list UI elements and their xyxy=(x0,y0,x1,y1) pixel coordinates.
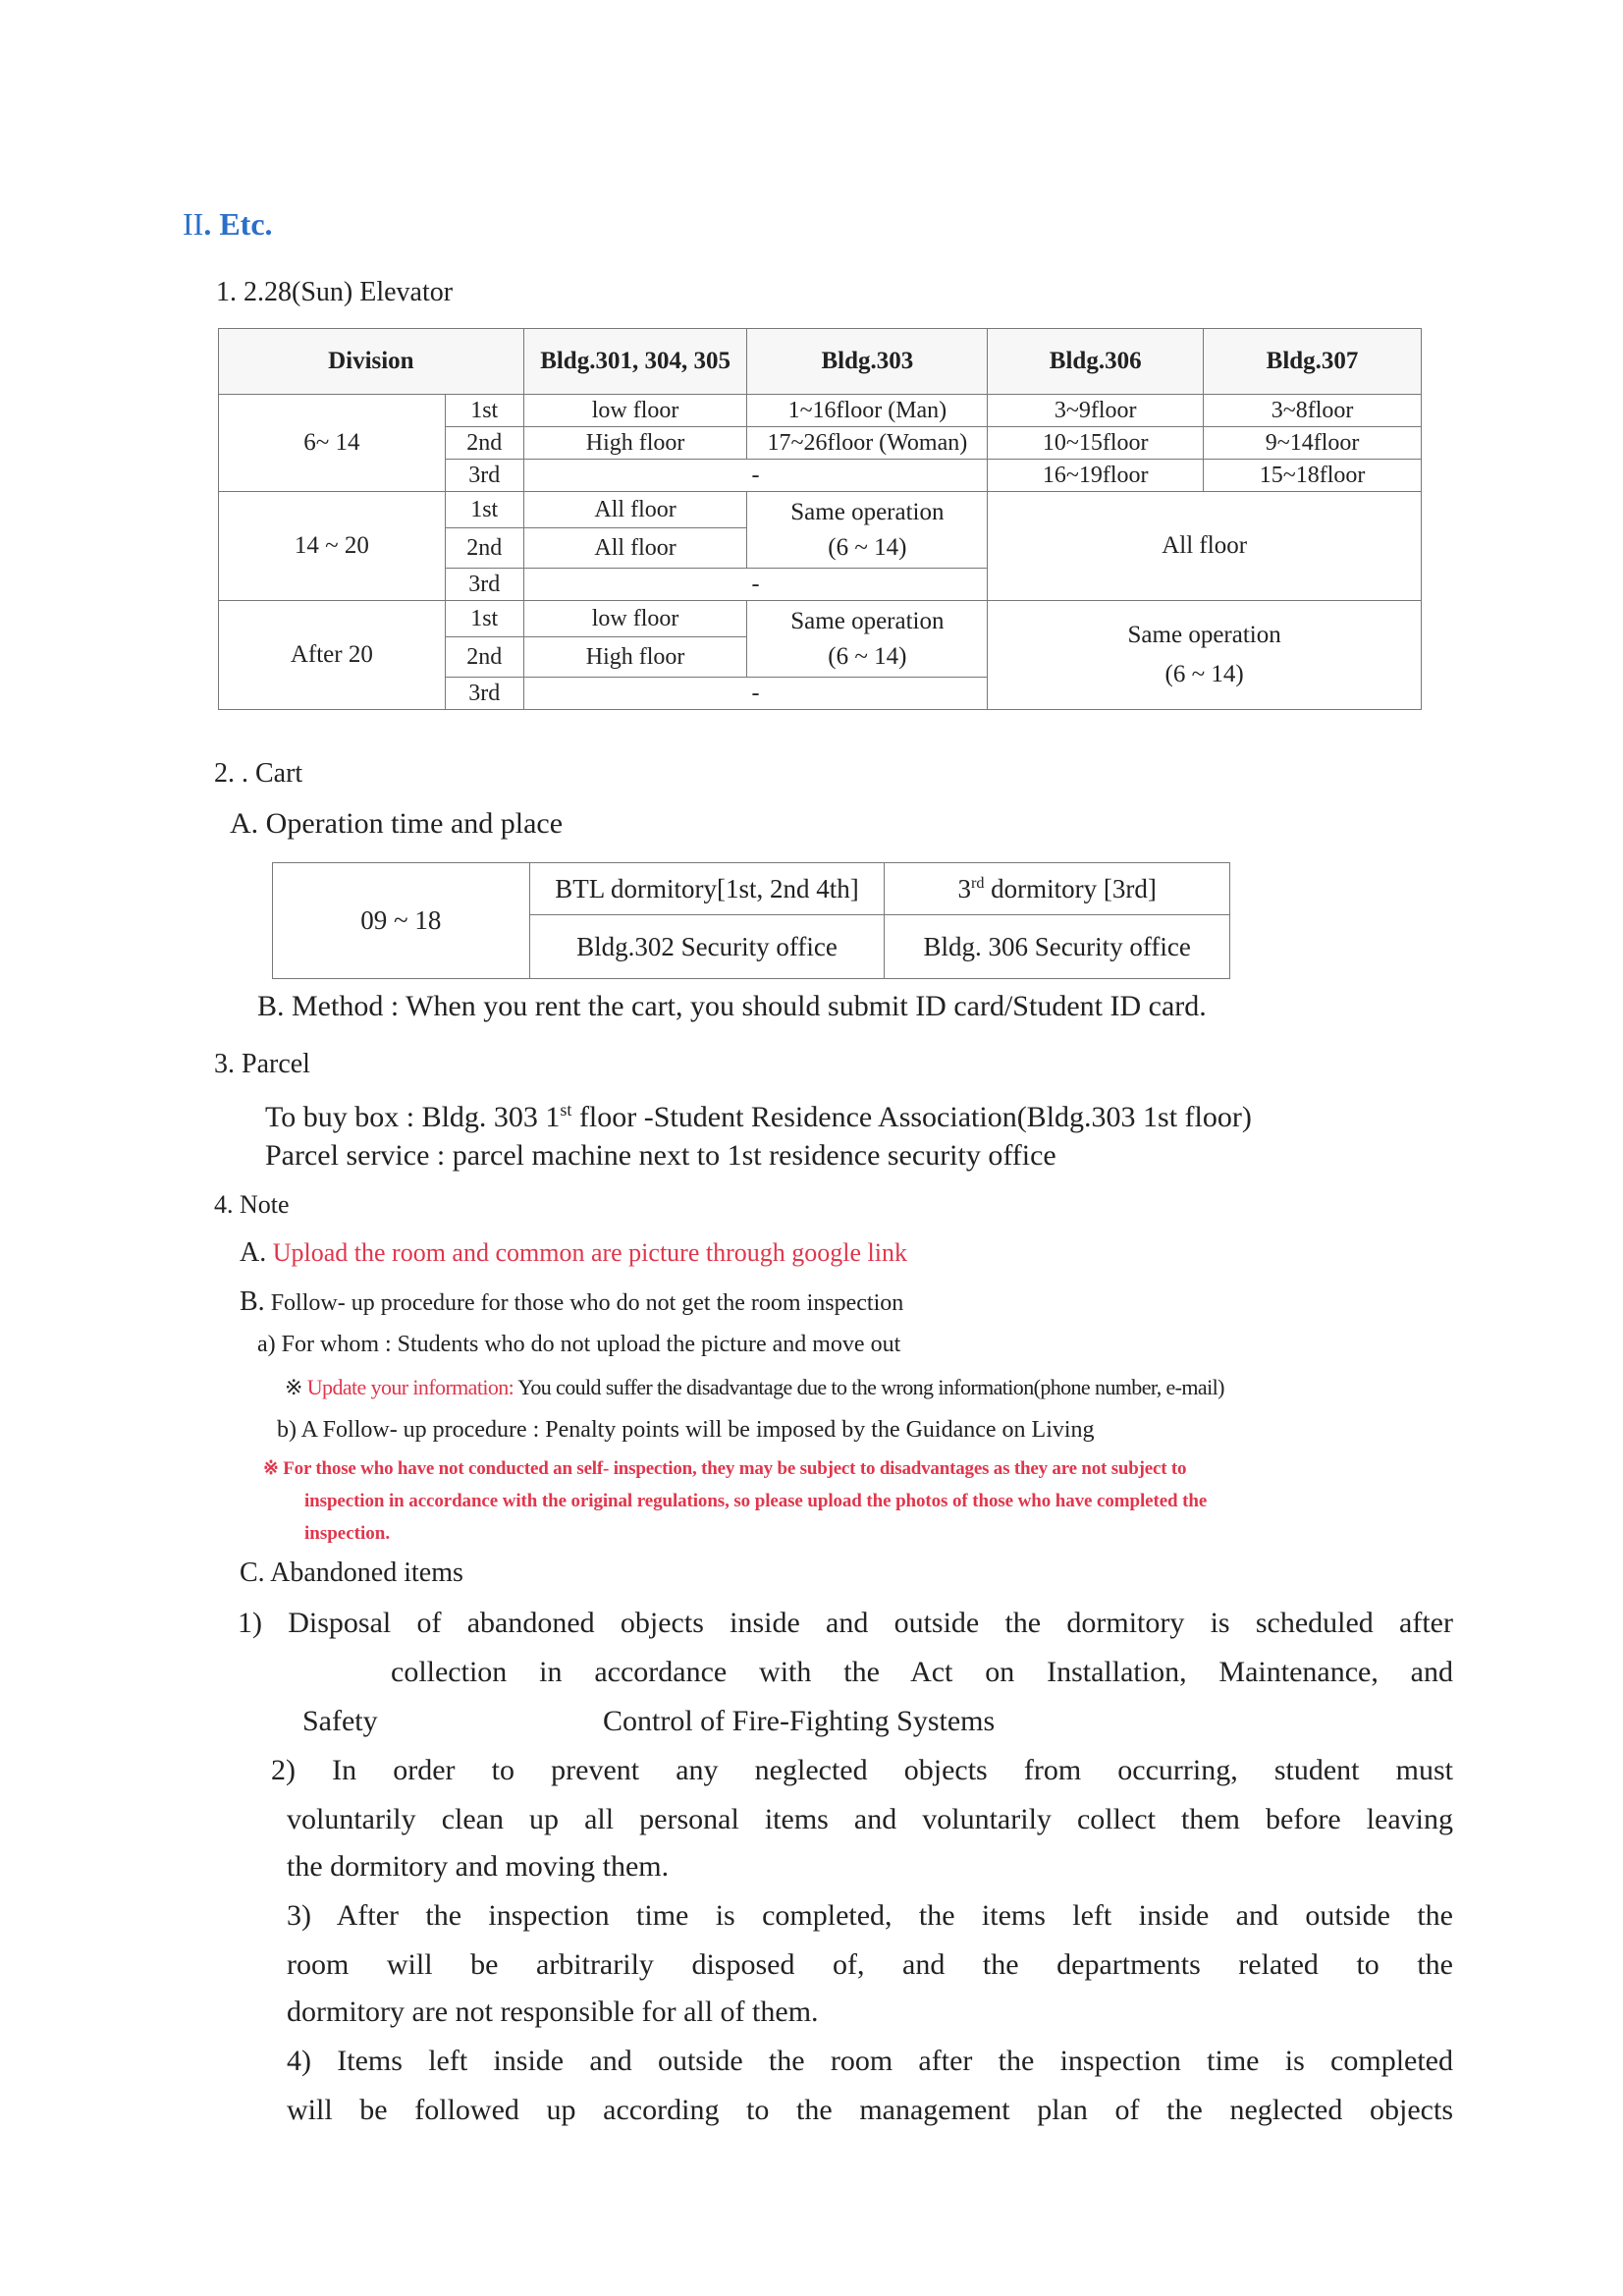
cart-col2-place: Bldg. 306 Security office xyxy=(885,915,1230,979)
elevator-table xyxy=(218,328,1422,710)
abandoned-4-line-1-text: 4) Items left inside and outside the room after the inspection time is completed xyxy=(287,2045,1453,2077)
bldg307-cell: 15~18floor xyxy=(1204,460,1422,492)
note-b-a: a) For whom : Students who do not upload the picture and move out xyxy=(257,1332,901,1357)
parcel-line-1-post: floor -Student Residence Association(Bldg.303 1st floor) xyxy=(571,1101,1252,1133)
order-cell: 3rd xyxy=(445,569,523,601)
bldg306-307-merged-cell xyxy=(988,601,1422,710)
header-bldg307: Bldg.307 xyxy=(1204,329,1422,395)
bldg306-cell: 3~9floor xyxy=(988,395,1204,427)
bldg303-merged-cell xyxy=(747,601,988,678)
note-heading: 4. Note xyxy=(214,1190,290,1219)
bldg301-cell: High floor xyxy=(523,427,747,460)
abandoned-2-line-2-text: voluntarily clean up all personal items and voluntarily collect them before leaving xyxy=(287,1803,1453,1835)
same-operation-range: (6 ~ 14) xyxy=(1164,661,1244,687)
note-b-text: Follow- up procedure for those who do not get the room inspection xyxy=(270,1290,904,1316)
note-a-text: Upload the room and common are picture through google link xyxy=(272,1238,907,1267)
header-bldg306: Bldg.306 xyxy=(988,329,1204,395)
bldg301-cell: High floor xyxy=(523,637,747,678)
order-cell: 2nd xyxy=(445,637,523,678)
same-operation-label: Same operation xyxy=(1127,622,1281,648)
table-row xyxy=(219,395,1422,427)
table-row xyxy=(219,492,1422,528)
reference-mark-icon: ※ xyxy=(285,1375,302,1399)
abandoned-4-line-2 xyxy=(287,2094,1453,2127)
cart-heading: 2. . Cart xyxy=(214,758,303,789)
cart-col2-rest: dormitory [3rd] xyxy=(984,873,1157,903)
warning-line-1: ※ For those who have not conducted an self- inspection, they may be subject to disadvantages as they are not subject to xyxy=(263,1458,1187,1479)
merged-cell: - xyxy=(523,678,988,710)
cart-col2-sup: rd xyxy=(970,873,985,892)
note-b xyxy=(240,1286,903,1318)
abandoned-3-line-1-text: 3) After the inspection time is completed, the items left inside and outside the xyxy=(287,1899,1453,1932)
bldg307-cell: 3~8floor xyxy=(1204,395,1422,427)
section-title: Etc. xyxy=(219,206,273,242)
same-operation-range: (6 ~ 14) xyxy=(828,642,907,670)
warning-line-2: inspection in accordance with the original regulations, so please upload the photos of those who have completed the xyxy=(304,1491,1208,1511)
note-b-label: B. xyxy=(240,1286,265,1317)
abandoned-2-line-1 xyxy=(271,1754,1453,1787)
cart-method: B. Method : When you rent the cart, you should submit ID card/Student ID card. xyxy=(257,990,1207,1022)
note-update-line xyxy=(285,1375,1224,1400)
same-operation-label: Same operation xyxy=(790,498,945,525)
header-bldg301: Bldg.301, 304, 305 xyxy=(523,329,747,395)
abandoned-2-line-2 xyxy=(287,1803,1453,1836)
cart-col2-head xyxy=(885,863,1230,915)
bldg301-cell: All floor xyxy=(523,492,747,528)
abandoned-2-line-1-text: 2) In order to prevent any neglected objects from occurring, student must xyxy=(271,1754,1453,1786)
note-b-b: b) A Follow- up procedure : Penalty points will be imposed by the Guidance on Living xyxy=(277,1417,1095,1443)
header-division: Division xyxy=(219,329,524,395)
bldg301-cell: All floor xyxy=(523,528,747,569)
cart-subheading-a: A. Operation time and place xyxy=(230,807,564,840)
cart-col1-place: Bldg.302 Security office xyxy=(529,915,885,979)
table-row xyxy=(273,863,1230,915)
abandoned-1-line-3b: Control of Fire-Fighting Systems xyxy=(603,1705,996,1737)
cart-time-cell: 09 ~ 18 xyxy=(273,863,530,979)
same-operation-label: Same operation xyxy=(790,607,945,634)
note-update-red: Update your information: xyxy=(306,1375,514,1399)
bldg303-cell: 1~16floor (Man) xyxy=(747,395,988,427)
warning-line-3: inspection. xyxy=(304,1523,391,1544)
section-dot: . xyxy=(203,206,220,242)
elevator-header-row xyxy=(219,329,1422,395)
bldg306-307-merged-cell: All floor xyxy=(988,492,1422,601)
abandoned-heading: C. Abandoned items xyxy=(240,1558,463,1588)
time-cell: 14 ~ 20 xyxy=(219,492,446,601)
abandoned-1-line-2 xyxy=(391,1656,1453,1689)
same-operation-range: (6 ~ 14) xyxy=(828,533,907,561)
merged-cell: - xyxy=(523,460,988,492)
parcel-heading: 3. Parcel xyxy=(214,1049,310,1079)
abandoned-4-line-1 xyxy=(287,2045,1453,2078)
cart-table xyxy=(272,862,1230,979)
bldg301-cell: low floor xyxy=(523,601,747,637)
abandoned-1-line-1-text: 1) Disposal of abandoned objects inside and outside the dormitory is scheduled after xyxy=(238,1607,1453,1639)
table-row xyxy=(219,601,1422,637)
cart-col1-head: BTL dormitory[1st, 2nd 4th] xyxy=(529,863,885,915)
header-bldg303: Bldg.303 xyxy=(747,329,988,395)
parcel-line-2: Parcel service : parcel machine next to 1st residence security office xyxy=(265,1139,1056,1172)
abandoned-4-line-2-text: will be followed up according to the management plan of the neglected objects xyxy=(287,2094,1453,2126)
parcel-line-1 xyxy=(265,1100,1252,1134)
abandoned-1-line-3a: Safety xyxy=(302,1705,378,1737)
abandoned-1-line-2-text: collection in accordance with the Act on Installation, Maintenance, and xyxy=(391,1656,1453,1688)
order-cell: 2nd xyxy=(445,427,523,460)
section-heading xyxy=(183,206,273,243)
parcel-line-1-pre: To buy box : Bldg. 303 1 xyxy=(265,1101,561,1133)
elevator-heading: 1. 2.28(Sun) Elevator xyxy=(216,277,454,307)
bldg306-cell: 16~19floor xyxy=(988,460,1204,492)
abandoned-3-line-2 xyxy=(287,1948,1453,1982)
abandoned-3-line-1 xyxy=(287,1899,1453,1933)
time-cell: After 20 xyxy=(219,601,446,710)
order-cell: 3rd xyxy=(445,460,523,492)
order-cell: 3rd xyxy=(445,678,523,710)
abandoned-1-line-1 xyxy=(238,1607,1453,1640)
bldg306-cell: 10~15floor xyxy=(988,427,1204,460)
note-update-rest: You could suffer the disadvantage due to the wrong information(phone number, e-mail) xyxy=(514,1375,1224,1399)
order-cell: 1st xyxy=(445,395,523,427)
parcel-line-1-sup: st xyxy=(560,1100,572,1120)
note-a-label: A. xyxy=(240,1237,267,1268)
cart-col2-num: 3 xyxy=(957,873,971,903)
abandoned-3-line-3: dormitory are not responsible for all of them. xyxy=(287,1995,819,2028)
order-cell: 2nd xyxy=(445,528,523,569)
bldg303-merged-cell xyxy=(747,492,988,569)
merged-cell: - xyxy=(523,569,988,601)
note-a xyxy=(240,1237,907,1269)
order-cell: 1st xyxy=(445,601,523,637)
bldg303-cell: 17~26floor (Woman) xyxy=(747,427,988,460)
bldg301-cell: low floor xyxy=(523,395,747,427)
time-cell: 6~ 14 xyxy=(219,395,446,492)
abandoned-2-line-3: the dormitory and moving them. xyxy=(287,1850,670,1883)
order-cell: 1st xyxy=(445,492,523,528)
bldg307-cell: 9~14floor xyxy=(1204,427,1422,460)
abandoned-3-line-2-text: room will be arbitrarily disposed of, and the departments related to the xyxy=(287,1948,1453,1981)
section-numeral: II xyxy=(183,206,204,242)
